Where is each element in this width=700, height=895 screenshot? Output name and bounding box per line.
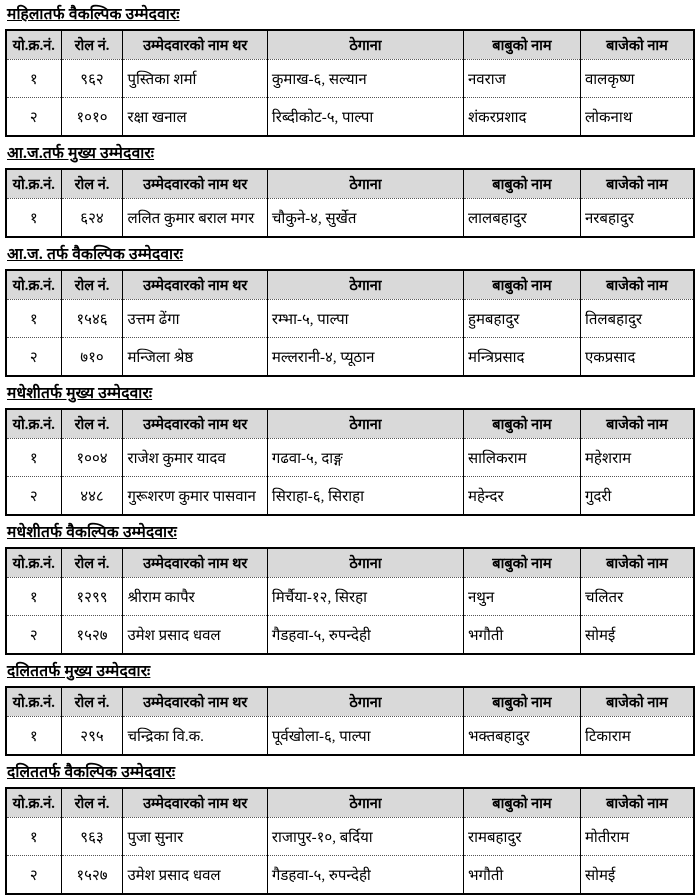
col-header-father: बाबुको नाम (463, 548, 580, 578)
roll-cell: १५२७ (61, 616, 123, 655)
roll-cell: २९५ (61, 717, 123, 756)
col-header-roll: रोल नं. (61, 409, 123, 439)
serial-cell: २ (6, 98, 61, 137)
father-cell: भगौती (463, 616, 580, 655)
table-row (6, 60, 694, 98)
col-header-address: ठेगाना (267, 30, 463, 60)
serial-cell: १ (6, 60, 61, 98)
header-row (6, 788, 694, 818)
table-row (6, 300, 694, 338)
header-row (6, 687, 694, 717)
header-row (6, 169, 694, 199)
section-heading: आ.ज.तर्फ मुख्य उम्मेदवारः (7, 145, 155, 162)
grandfather-cell: वालकृष्ण (580, 60, 694, 98)
roll-cell: १००४ (61, 439, 123, 477)
col-header-address: ठेगाना (267, 409, 463, 439)
col-header-name: उम्मेदवारको नाम थर (123, 409, 267, 439)
address-cell: रिब्दीकोट-५, पाल्पा (267, 98, 463, 137)
address-cell: राजापुर-१०, बर्दिया (267, 818, 463, 856)
father-cell: लालबहादुर (463, 199, 580, 238)
table-row (6, 98, 694, 137)
serial-cell: २ (6, 616, 61, 655)
serial-cell: १ (6, 818, 61, 856)
section-heading: आ.ज. तर्फ वैकल्पिक उम्मेदवारः (7, 246, 183, 263)
col-header-roll: रोल नं. (61, 270, 123, 300)
col-header-roll: रोल नं. (61, 30, 123, 60)
col-header-grandfather: बाजेको नाम (580, 548, 694, 578)
name-cell: गुरूशरण कुमार पासवान (123, 477, 267, 516)
candidate-section (5, 384, 695, 516)
father-cell: रामबहादुर (463, 818, 580, 856)
grandfather-cell: लोकनाथ (580, 98, 694, 137)
grandfather-cell: सोमई (580, 616, 694, 655)
header-row (6, 548, 694, 578)
section-heading: दलिततर्फ मुख्य उम्मेदवारः (7, 663, 151, 680)
col-header-grandfather: बाजेको नाम (580, 30, 694, 60)
serial-cell: १ (6, 300, 61, 338)
name-cell: मन्जिला श्रेष्ठ (123, 338, 267, 377)
col-header-grandfather: बाजेको नाम (580, 687, 694, 717)
col-header-name: उम्मेदवारको नाम थर (123, 30, 267, 60)
col-header-grandfather: बाजेको नाम (580, 270, 694, 300)
candidates-table (5, 787, 695, 895)
col-header-name: उम्मेदवारको नाम थर (123, 687, 267, 717)
grandfather-cell: गुदरी (580, 477, 694, 516)
col-header-father: बाबुको नाम (463, 169, 580, 199)
name-cell: पुजा सुनार (123, 818, 267, 856)
candidate-section (5, 763, 695, 895)
roll-cell: ७१० (61, 338, 123, 377)
table-row (6, 199, 694, 238)
col-header-serial: यो.क्र.नं. (6, 30, 61, 60)
table-row (6, 338, 694, 377)
candidates-table (5, 547, 695, 655)
col-header-address: ठेगाना (267, 687, 463, 717)
section-heading: मधेशीतर्फ मुख्य उम्मेदवारः (7, 385, 153, 402)
col-header-father: बाबुको नाम (463, 788, 580, 818)
roll-cell: १०१० (61, 98, 123, 137)
table-row (6, 616, 694, 655)
col-header-serial: यो.क्र.नं. (6, 788, 61, 818)
col-header-roll: रोल नं. (61, 788, 123, 818)
grandfather-cell: सोमई (580, 856, 694, 895)
col-header-serial: यो.क्र.नं. (6, 169, 61, 199)
col-header-roll: रोल नं. (61, 687, 123, 717)
candidates-table (5, 269, 695, 377)
serial-cell: १ (6, 578, 61, 616)
col-header-address: ठेगाना (267, 788, 463, 818)
col-header-address: ठेगाना (267, 548, 463, 578)
candidate-sections (5, 5, 695, 895)
roll-cell: ९६३ (61, 818, 123, 856)
roll-cell: ९६२ (61, 60, 123, 98)
address-cell: मल्लरानी-४, प्यूठान (267, 338, 463, 377)
col-header-name: उम्मेदवारको नाम थर (123, 270, 267, 300)
table-row (6, 856, 694, 895)
grandfather-cell: एकप्रसाद (580, 338, 694, 377)
address-cell: सिराहा-६, सिराहा (267, 477, 463, 516)
col-header-grandfather: बाजेको नाम (580, 169, 694, 199)
grandfather-cell: महेशराम (580, 439, 694, 477)
father-cell: भक्तबहादुर (463, 717, 580, 756)
candidate-section (5, 5, 695, 137)
col-header-roll: रोल नं. (61, 169, 123, 199)
candidate-section (5, 144, 695, 238)
serial-cell: १ (6, 199, 61, 238)
col-header-father: बाबुको नाम (463, 409, 580, 439)
name-cell: रक्षा खनाल (123, 98, 267, 137)
name-cell: उमेश प्रसाद धवल (123, 616, 267, 655)
candidates-table (5, 686, 695, 756)
name-cell: चन्द्रिका वि.क. (123, 717, 267, 756)
name-cell: उमेश प्रसाद धवल (123, 856, 267, 895)
name-cell: उत्तम ढेंगा (123, 300, 267, 338)
serial-cell: १ (6, 439, 61, 477)
name-cell: श्रीराम कापैर (123, 578, 267, 616)
roll-cell: १२९९ (61, 578, 123, 616)
col-header-roll: रोल नं. (61, 548, 123, 578)
address-cell: गैडहवा-५, रुपन्देही (267, 856, 463, 895)
serial-cell: १ (6, 717, 61, 756)
header-row (6, 409, 694, 439)
col-header-father: बाबुको नाम (463, 270, 580, 300)
father-cell: मन्त्रिप्रसाद (463, 338, 580, 377)
address-cell: गढवा-५, दाङ्ग (267, 439, 463, 477)
roll-cell: ४४८ (61, 477, 123, 516)
section-heading: महिलातर्फ वैकल्पिक उम्मेदवारः (7, 6, 180, 23)
name-cell: राजेश कुमार यादव (123, 439, 267, 477)
table-row (6, 818, 694, 856)
table-row (6, 717, 694, 756)
roll-cell: १५४६ (61, 300, 123, 338)
candidates-table (5, 29, 695, 137)
father-cell: भगौती (463, 856, 580, 895)
grandfather-cell: चलितर (580, 578, 694, 616)
address-cell: चौकुने-४, सुर्खेत (267, 199, 463, 238)
col-header-grandfather: बाजेको नाम (580, 788, 694, 818)
candidates-table (5, 408, 695, 516)
address-cell: गैडहवा-५, रुपन्देही (267, 616, 463, 655)
candidate-section (5, 662, 695, 756)
grandfather-cell: नरबहादुर (580, 199, 694, 238)
serial-cell: २ (6, 477, 61, 516)
address-cell: रम्भा-५, पाल्पा (267, 300, 463, 338)
col-header-father: बाबुको नाम (463, 30, 580, 60)
name-cell: पुस्तिका शर्मा (123, 60, 267, 98)
name-cell: ललित कुमार बराल मगर (123, 199, 267, 238)
address-cell: कुमाख-६, सल्यान (267, 60, 463, 98)
col-header-address: ठेगाना (267, 270, 463, 300)
address-cell: पूर्वखोला-६, पाल्पा (267, 717, 463, 756)
roll-cell: १५२७ (61, 856, 123, 895)
section-heading: मधेशीतर्फ वैकल्पिक उम्मेदवारः (7, 524, 177, 541)
col-header-grandfather: बाजेको नाम (580, 409, 694, 439)
father-cell: सालिकराम (463, 439, 580, 477)
col-header-serial: यो.क्र.नं. (6, 409, 61, 439)
section-heading: दलिततर्फ वैकल्पिक उम्मेदवारः (7, 764, 176, 781)
father-cell: शंकरप्रशाद (463, 98, 580, 137)
roll-cell: ६२४ (61, 199, 123, 238)
serial-cell: २ (6, 856, 61, 895)
candidates-table (5, 168, 695, 238)
grandfather-cell: मोतीराम (580, 818, 694, 856)
serial-cell: २ (6, 338, 61, 377)
grandfather-cell: तिलबहादुर (580, 300, 694, 338)
col-header-serial: यो.क्र.नं. (6, 687, 61, 717)
col-header-serial: यो.क्र.नं. (6, 270, 61, 300)
col-header-father: बाबुको नाम (463, 687, 580, 717)
col-header-name: उम्मेदवारको नाम थर (123, 788, 267, 818)
col-header-address: ठेगाना (267, 169, 463, 199)
header-row (6, 270, 694, 300)
col-header-serial: यो.क्र.नं. (6, 548, 61, 578)
father-cell: नथुन (463, 578, 580, 616)
address-cell: मिर्चैया-१२, सिरहा (267, 578, 463, 616)
father-cell: महेन्दर (463, 477, 580, 516)
col-header-name: उम्मेदवारको नाम थर (123, 548, 267, 578)
table-row (6, 578, 694, 616)
header-row (6, 30, 694, 60)
father-cell: हुमबहादुर (463, 300, 580, 338)
candidate-section (5, 245, 695, 377)
grandfather-cell: टिकाराम (580, 717, 694, 756)
table-row (6, 477, 694, 516)
table-row (6, 439, 694, 477)
candidate-section (5, 523, 695, 655)
father-cell: नवराज (463, 60, 580, 98)
col-header-name: उम्मेदवारको नाम थर (123, 169, 267, 199)
